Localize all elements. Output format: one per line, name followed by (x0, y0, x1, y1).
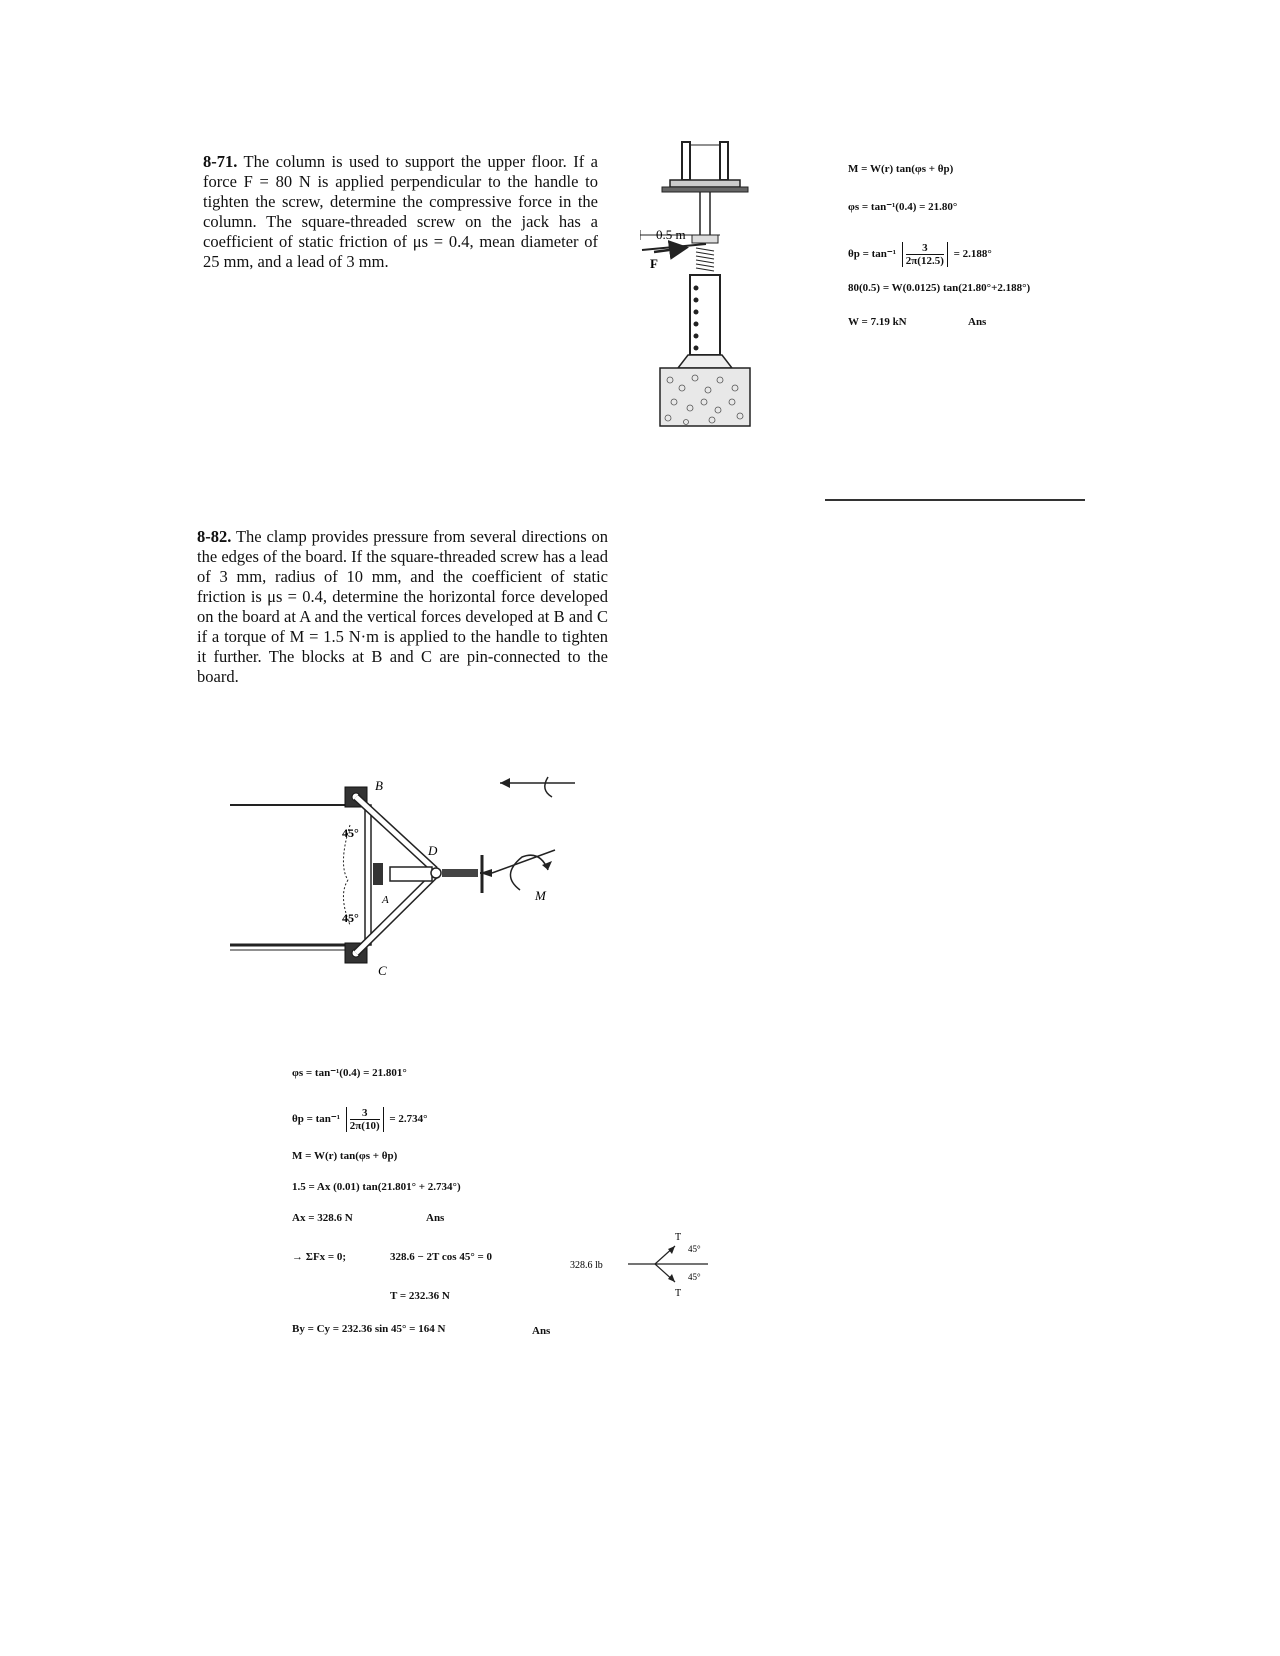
problem-8-71-statement (203, 152, 598, 272)
p882-eq1: φs = tan⁻¹(0.4) = 21.801° (292, 1067, 407, 1079)
p871-eq3-rhs: = 2.188° (953, 248, 992, 261)
clamp-angle-bottom: 45° (342, 911, 359, 925)
p871-eq3-num: 3 (906, 242, 944, 255)
p882-eq2-lhs: θp = tan⁻¹ (292, 1113, 341, 1126)
p871-eq4: 80(0.5) = W(0.0125) tan(21.80°+2.188°) (848, 282, 1031, 294)
free-body-sketch (570, 1228, 720, 1298)
jack-dimension-label: 0.5 m (656, 227, 686, 242)
p882-eq6-lhs: → ΣFx = 0; (292, 1251, 347, 1263)
p882-eq7: T = 232.36 N (390, 1290, 450, 1302)
p882-eq2 (292, 1107, 428, 1132)
clamp-label-b: B (375, 778, 383, 793)
fbd-t-bottom: T (675, 1288, 682, 1298)
clamp-angle-top: 45° (342, 826, 359, 840)
fbd-force-label: 328.6 lb (570, 1260, 603, 1271)
clamp-label-d: D (428, 843, 438, 858)
problem-8-71-number: 8-71. (203, 152, 238, 171)
fbd-angle-top: 45° (688, 1244, 701, 1254)
p882-answer-label-2: Ans (532, 1325, 551, 1337)
jack-force-label: F (650, 256, 658, 271)
p882-eq6-rhs: 328.6 − 2T cos 45° = 0 (390, 1251, 492, 1263)
p871-eq3-den: 2π(12.5) (905, 255, 944, 267)
p882-eq2-num: 3 (350, 1107, 380, 1120)
problem-8-71-text: The column is used to support the upper floor. If a force F = 80 N is applied perpendicular to the handle to tighten the screw, determine the compressive force in the column. The square-threaded screw on the jack has a coefficient of static friction of μs = 0.4, mean diameter of 25 mm, and a lead of 3 mm. (203, 152, 599, 271)
fbd-angle-bottom: 45° (688, 1272, 701, 1282)
p871-answer-label: Ans (968, 316, 987, 328)
fbd-t-top: T (675, 1232, 682, 1243)
problem-8-82-statement (197, 527, 608, 687)
problem-8-82-number: 8-82. (197, 527, 232, 546)
p882-eq8: By = Cy = 232.36 sin 45° = 164 N (292, 1323, 446, 1335)
p871-eq3 (848, 242, 992, 267)
clamp-label-m: M (535, 888, 546, 903)
p882-eq3: M = W(r) tan(φs + θp) (292, 1150, 398, 1162)
p871-eq1: M = W(r) tan(φs + θp) (848, 163, 954, 175)
p871-eq3-lhs: θp = tan⁻¹ (848, 248, 897, 261)
clamp-label-c: C (378, 963, 387, 978)
p871-eq2: φs = tan⁻¹(0.4) = 21.80° (848, 201, 958, 213)
p882-answer-label-1: Ans (426, 1212, 445, 1224)
p882-eq4: 1.5 = Ax (0.01) tan(21.801° + 2.734°) (292, 1181, 461, 1193)
p882-eq2-den: 2π(10) (349, 1120, 380, 1132)
p882-eq2-rhs: = 2.734° (389, 1113, 428, 1126)
section-divider (825, 499, 1085, 501)
p871-eq5: W = 7.19 kN (848, 316, 907, 328)
problem-8-82-text: The clamp provides pressure from several directions on the edges of the board. If the square-threaded screw has a lead of 3 mm, radius of 10 mm, and the coefficient of static friction is μs = 0.4, determine the horizontal force developed on the board at A and the vertical forces developed at B and C if a torque of M = 1.5 N·m is applied to the handle to tighten it further. The blocks at B and C are pin-connected to the board. (197, 527, 609, 686)
clamp-label-a: A (382, 894, 389, 906)
p882-eq5: Ax = 328.6 N (292, 1212, 353, 1224)
screw-jack-figure (640, 140, 780, 430)
clamp-figure (230, 775, 610, 985)
